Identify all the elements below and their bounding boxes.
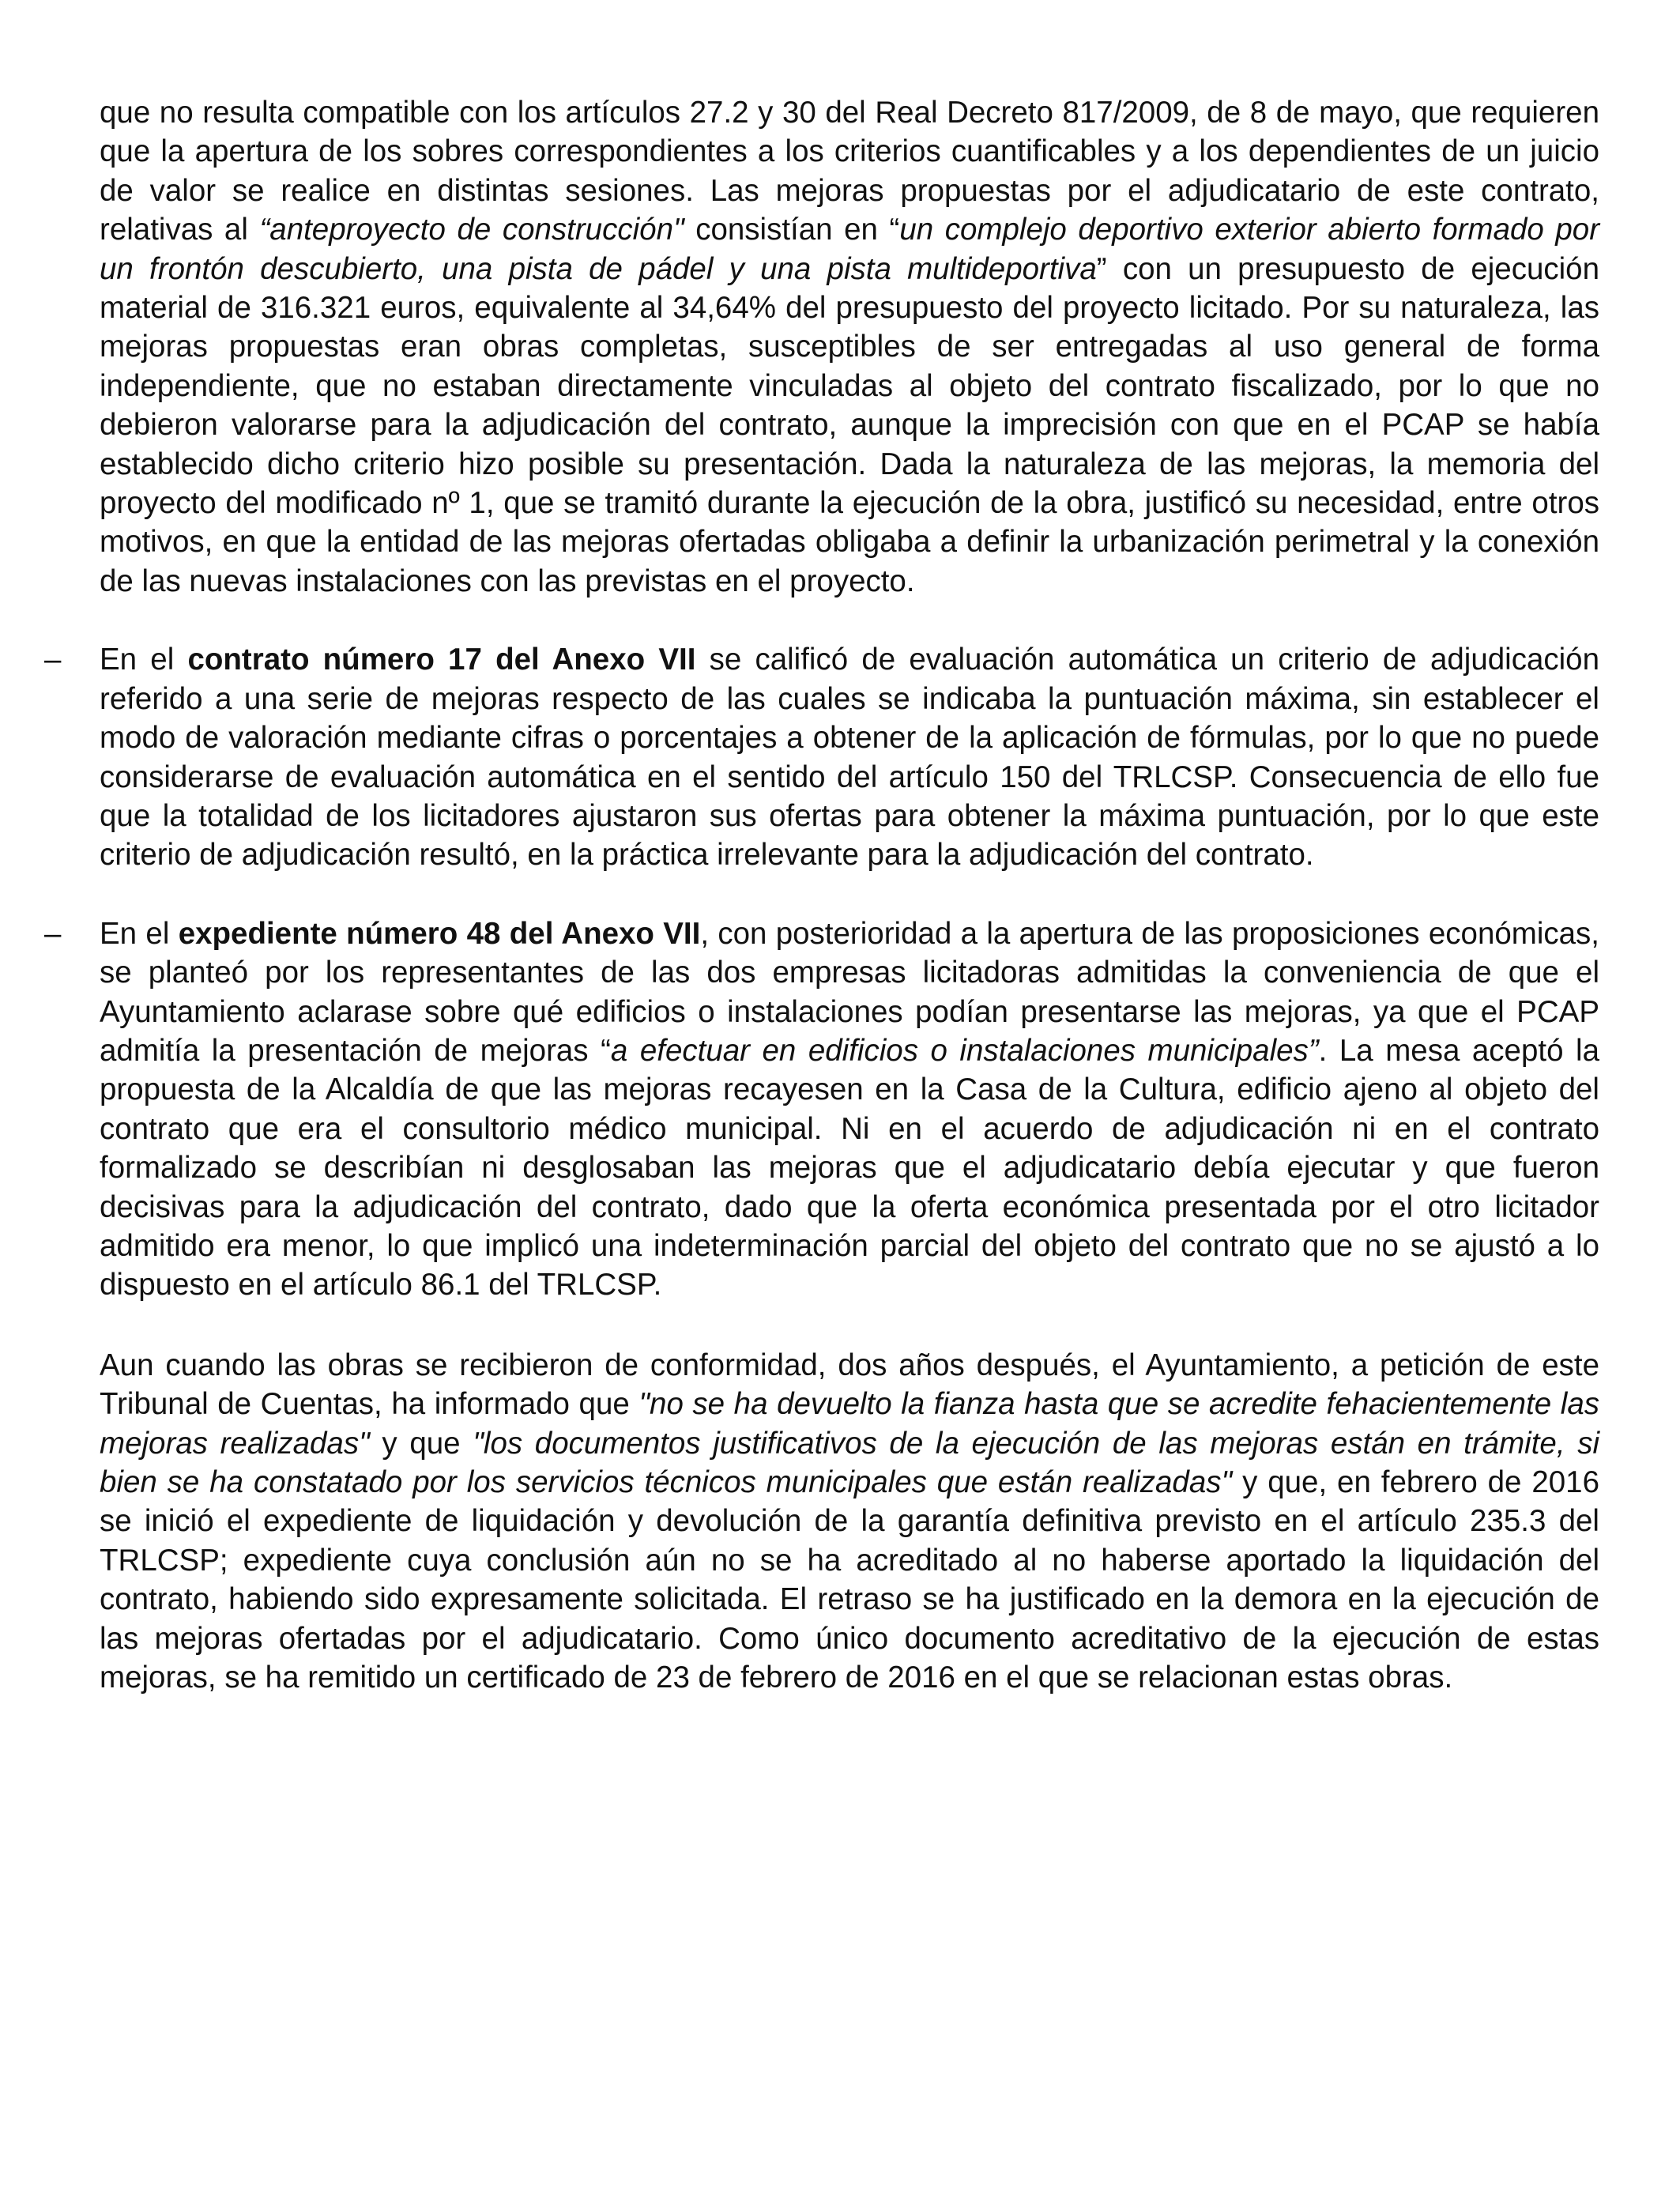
text-run: . La mesa aceptó la propuesta de la Alcaldía de que las mejoras recayesen en la Casa de la Cultura, edificio ajeno al objeto del contrato que era el consultorio médico municipal. Ni en el acuerdo de adjudicación ni en el contrato formalizado se describían ni desglosaban las mejoras que el adjudicatario debía ejecutar y que fueron decisivas para la adjudicación del contrato, dado que la oferta económica presentada por el otro licitador admitido era menor, lo que implicó una indeterminación parcial del objeto del contrato que no se ajustó a lo dispuesto en el artículo 86.1 del TRLCSP. (100, 1033, 1599, 1302)
bullet-item-contrato-17 (44, 640, 1599, 874)
italic-quote: “anteproyecto de construcción" (259, 213, 684, 247)
italic-quote: a efectuar en edificios o instalaciones municipales” (610, 1033, 1319, 1068)
dash-bullet-icon: – (44, 916, 62, 951)
text-run: consistían en “ (684, 213, 900, 247)
text-run: , con posterioridad a la apertura de las proposiciones económicas, se planteó por los representantes de las dos empresas licitadoras admitidas la conveniencia de que el Ayuntamiento aclarase sobre qué edificios o instalaciones podían presentarse las mejoras, ya que el PCAP admitía la presentación de mejoras “ (100, 916, 1600, 1068)
bullet-item-expediente-48 (44, 914, 1600, 1305)
italic-quote: "no se ha devuelto la fianza hasta que se acredite fehacientemente las mejoras realizadas" (100, 1387, 1599, 1461)
italic-quote: "los documentos justificativos de la ejecución de las mejoras están en trámite, si bien se ha constatado por los servicios técnicos municipales que están realizadas" (100, 1426, 1599, 1499)
paragraph-continuation (100, 93, 1599, 601)
paragraph-conformidad (100, 1346, 1599, 1698)
text-run: ” con un presupuesto de ejecución material de 316.321 euros, equivalente al 34,64% del presupuesto del proyecto licitado. Por su naturaleza, las mejoras propuestas eran obras completas, susceptibles de ser entregadas al uso general de forma independiente, que no estaban directamente vinculadas al objeto del contrato fiscalizado, por lo que no debieron valorarse para la adjudicación del contrato, aunque la imprecisión con que en el PCAP se había establecido dicho criterio hizo posible su presentación. Dada la naturaleza de las mejoras, la memoria del proyecto del modificado nº 1, que se tramitó durante la ejecución de la obra, justificó su necesidad, entre otros motivos, en que la entidad de las mejoras ofertadas obligaba a definir la urbanización perimetral y la conexión de las nuevas instalaciones con las previstas en el proyecto. (100, 251, 1600, 598)
text-run: se calificó de evaluación automática un criterio de adjudicación referido a una serie de mejoras respecto de las cuales se indicaba la puntuación máxima, sin establecer el modo de valoración mediante cifras o porcentajes a obtener de la aplicación de fórmulas, por lo que no puede considerarse de evaluación automática en el sentido del artículo 150 del TRLCSP. Consecuencia de ello fue que la totalidad de los licitadores ajustaron sus ofertas para obtener la máxima puntuación, por lo que este criterio de adjudicación resultó, en la práctica irrelevante para la adjudicación del contrato. (100, 643, 1599, 873)
bold-reference: expediente número 48 del Anexo VII (178, 916, 701, 951)
dash-bullet-icon: – (44, 643, 62, 677)
text-run: que no resulta compatible con los artículos 27.2 y 30 del Real Decreto 817/2009, de 8 de mayo, que requieren que la apertura de los sobres correspondientes a los criterios cuantificables y a los dependientes de un juicio de valor se realice en distintas sesiones. Las mejoras propuestas por el adjudicatario de este contrato, relativas al (100, 96, 1599, 247)
bold-reference: contrato número 17 del Anexo VII (187, 643, 696, 677)
text-run: En el (100, 643, 188, 677)
text-run: y que, en febrero de 2016 se inició el expediente de liquidación y devolución de la garantía definitiva previsto en el artículo 235.3 del TRLCSP; expediente cuya conclusión aún no se ha acreditado al no haberse aportado la liquidación del contrato, habiendo sido expresamente solicitada. El retraso se ha justificado en la demora en la ejecución de las mejoras ofertadas por el adjudicatario. Como único documento acreditativo de la ejecución de estas mejoras, se ha remitido un certificado de 23 de febrero de 2016 en el que se relacionan estas obras. (100, 1465, 1599, 1695)
italic-quote: un complejo deportivo exterior abierto formado por un frontón descubierto, una pista de pádel y una pista multideportiva (100, 213, 1600, 286)
text-run: Aun cuando las obras se recibieron de conformidad, dos años después, el Ayuntamiento, a petición de este Tribunal de Cuentas, ha informado que (100, 1348, 1599, 1422)
text-run: y que (369, 1426, 473, 1461)
text-run: En el (100, 916, 179, 951)
document-page (44, 93, 1600, 1697)
